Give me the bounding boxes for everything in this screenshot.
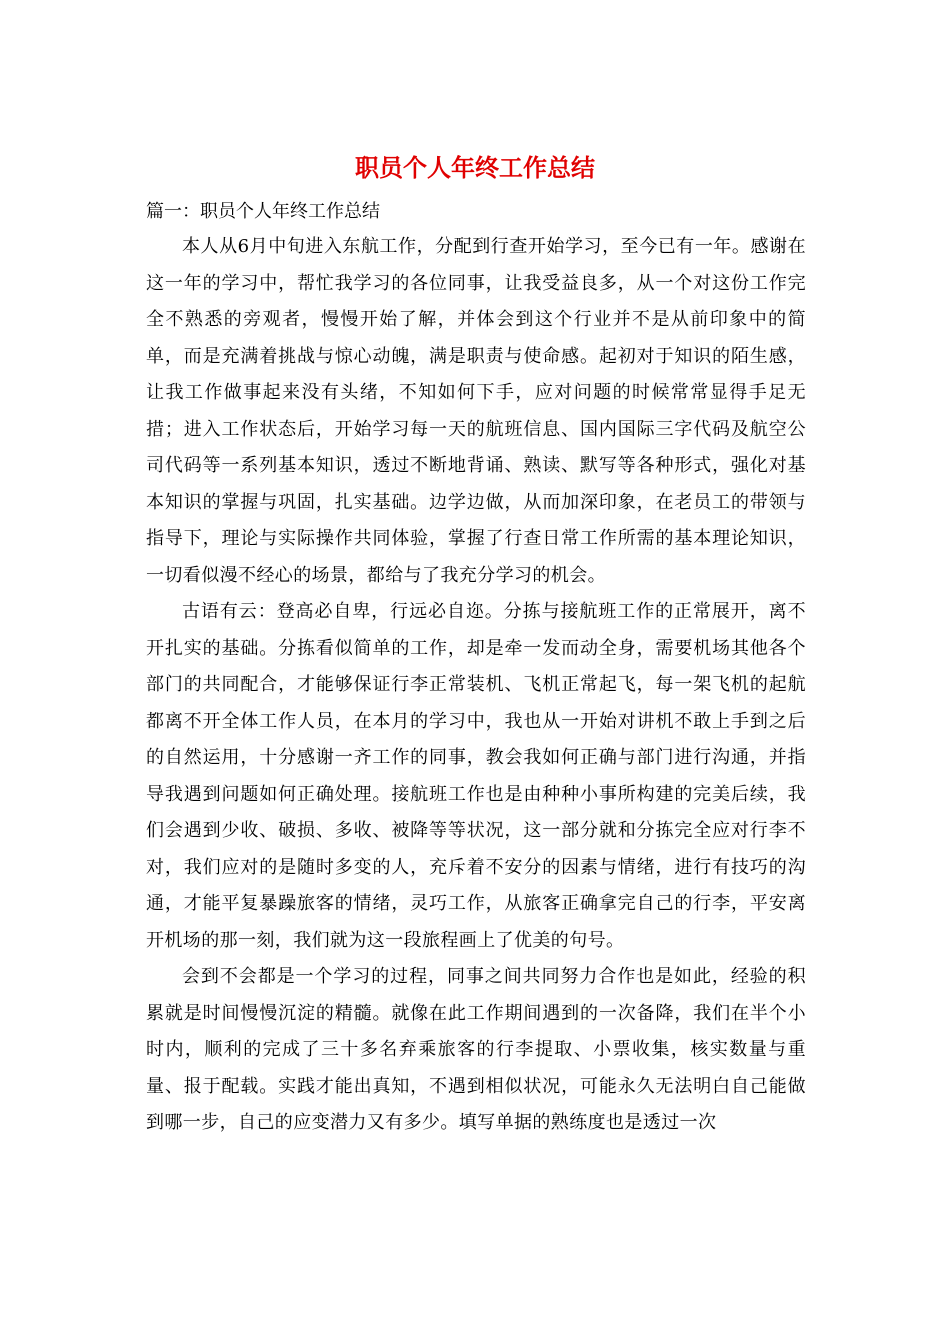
paragraph-2: 古语有云：登高必自卑，行远必自迩。分拣与接航班工作的正常展开，离不开扎实的基础。分拣看似简单的工作，却是牵一发而动全身，需要机场其他各个部门的共同配合，才能够保证行李正常装机、飞机正常起飞，每一架飞机的起航都离不开全体工作人员，在本月的学习中，我也从一开始对讲机不敢上手到之后的自然运用，十分感谢一齐工作的同事，教会我如何正确与部门进行沟通，并指导我遇到问题如何正确处理。接航班工作也是由种种小事所构建的完美后续，我们会遇到少收、破损、多收、被降等等状况，这一部分就和分拣完全应对行李不对，我们应对的是随时多变的人，充斥着不安分的因素与情绪，进行有技巧的沟通，才能平复暴躁旅客的情绪，灵巧工作，从旅客正确拿完自己的行李，平安离开机场的那一刻，我们就为这一段旅程画上了优美的句号。 (146, 601, 806, 951)
body-text (146, 229, 806, 1142)
document-title: 职员个人年终工作总结 (355, 153, 595, 182)
section-heading: 篇一：职员个人年终工作总结 (146, 201, 380, 222)
paragraph-1: 本人从6月中旬进入东航工作，分配到行查开始学习，至今已有一年。感谢在这一年的学习中，帮忙我学习的各位同事，让我受益良多，从一个对这份工作完全不熟悉的旁观者，慢慢开始了解，并体会到这个行业并不是从前印象中的简单，而是充满着挑战与惊心动魄，满是职责与使命感。起初对于知识的陌生感，让我工作做事起来没有头绪，不知如何下手，应对问题的时候常常显得手足无措；进入工作状态后，开始学习每一天的航班信息、国内国际三字代码及航空公司代码等一系列基本知识，透过不断地背诵、熟读、默写等各种形式，强化对基本知识的掌握与巩固，扎实基础。边学边做，从而加深印象，在老员工的带领与指导下，理论与实际操作共同体验，掌握了行查日常工作所需的基本理论知识，一切看似漫不经心的场景，都给与了我充分学习的机会。 (146, 236, 806, 586)
paragraph-3: 会到不会都是一个学习的过程，同事之间共同努力合作也是如此，经验的积累就是时间慢慢沉淀的精髓。就像在此工作期间遇到的一次备降，我们在半个小时内，顺利的完成了三十多名弃乘旅客的行李提取、小票收集，核实数量与重量、报于配载。实践才能出真知，不遇到相似状况，可能永久无法明白自己能做到哪一步，自己的应变潜力又有多少。填写单据的熟练度也是透过一次 (146, 966, 806, 1133)
